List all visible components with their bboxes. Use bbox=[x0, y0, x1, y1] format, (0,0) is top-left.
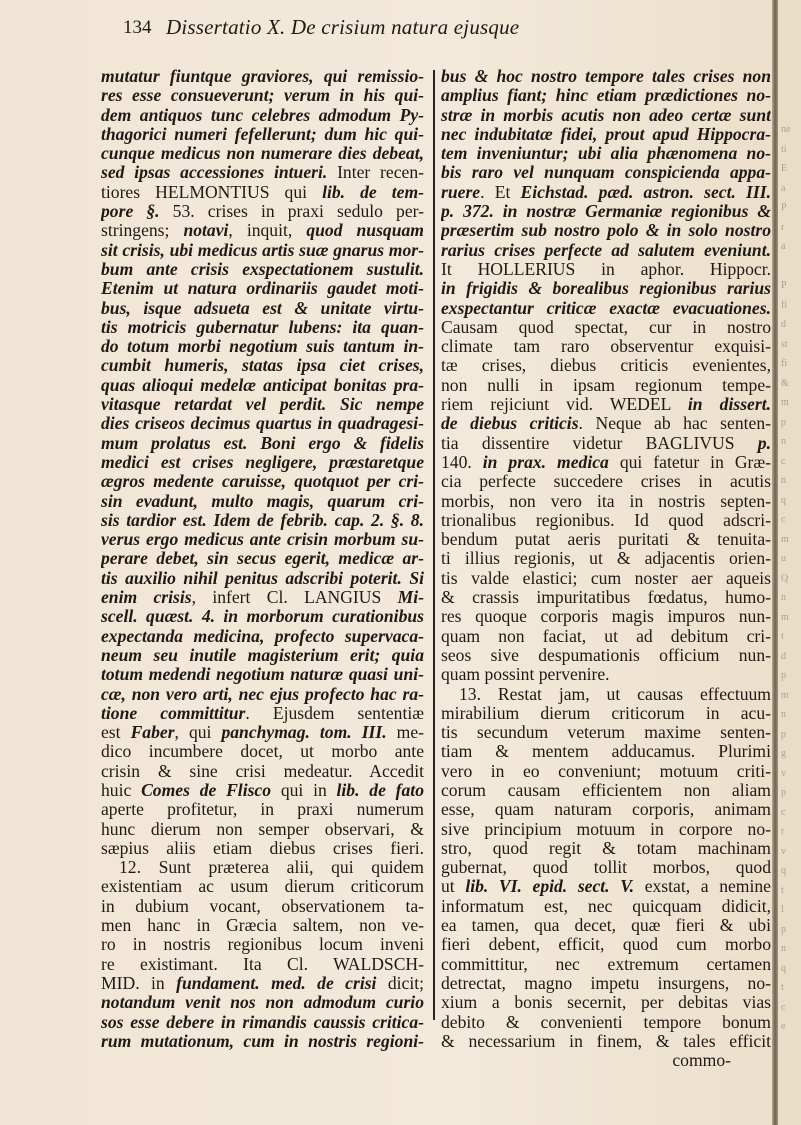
text-line bbox=[101, 163, 424, 182]
text-run: . Ejusdem sententiæ bbox=[245, 703, 424, 723]
bleed-line: c bbox=[781, 1001, 786, 1013]
text-line bbox=[101, 781, 424, 800]
bleed-line: & bbox=[781, 377, 789, 389]
text-line: cumbit humeris, statas ipsa ciet crises, bbox=[101, 356, 424, 376]
text-line: gubernat, quod tollit morbos, quod bbox=[441, 858, 771, 878]
text-run: Eichstad. pæd. astron. sect. III. bbox=[520, 182, 771, 202]
bleed-line: m bbox=[781, 397, 789, 408]
text-line: cia perfecte succedere crises in acutis bbox=[441, 472, 771, 492]
text-line: dico incumbere docet, ut morbo ante bbox=[101, 742, 424, 762]
text-run: . Neque ab hac senten- bbox=[578, 414, 771, 434]
text-run: tiores HELMONTIUS qui bbox=[101, 182, 323, 202]
text-line: climate tam raro observentur exquisi- bbox=[441, 337, 771, 357]
text-line: informatum est, nec quicquam didicit, bbox=[441, 896, 771, 916]
text-line: mutatur fiuntque graviores, qui remissio- bbox=[101, 67, 424, 86]
bleed-line: m bbox=[781, 611, 789, 623]
bleed-line: l bbox=[781, 904, 784, 915]
text-line: sæpius aliis etiam diebus crises fieri. bbox=[101, 838, 424, 858]
text-line: mirabilium dierum criticorum in acu- bbox=[441, 703, 771, 723]
text-line bbox=[101, 183, 424, 202]
text-line bbox=[101, 221, 424, 240]
bleed-line: c bbox=[781, 514, 786, 525]
text-run: riem rejiciunt vid. WEDEL bbox=[441, 395, 688, 415]
bleed-line: t bbox=[781, 631, 784, 642]
text-run: , qui bbox=[174, 723, 222, 743]
text-line: & crassis impuritatibus fœdatus, humo- bbox=[441, 588, 771, 608]
text-line: detrectat, magno impetu insurgens, no- bbox=[441, 973, 771, 993]
bleed-line: q bbox=[781, 865, 786, 876]
bleed-line: m bbox=[781, 533, 789, 545]
text-line: ea tamen, qua decet, quæ fieri & ubi bbox=[441, 916, 771, 936]
text-line: cunque medicus non numerare dies debeat, bbox=[101, 144, 424, 164]
bleed-line: p bbox=[781, 416, 786, 428]
text-run: MID. in bbox=[101, 973, 177, 993]
text-line: rarius crises perfecte ad salutem eveniunt. bbox=[441, 240, 771, 260]
text-line: exspectantur criticæ exactæ evacuationes. bbox=[441, 298, 771, 318]
text-line: quam non faciat, ut ad debitum cri- bbox=[441, 626, 771, 646]
text-line: fieri debent, efficit, quod cum morbo bbox=[441, 935, 771, 955]
text-run: Inter recen- bbox=[327, 163, 424, 183]
text-run: tione committitur bbox=[101, 703, 246, 723]
text-run: quod nusquam bbox=[306, 221, 424, 241]
text-line: & necessarium in finem, & tales efficit bbox=[441, 1031, 771, 1051]
text-line: verus ergo medicus ante crisin morbum su- bbox=[101, 530, 424, 550]
bleed-line: P bbox=[781, 280, 787, 291]
text-line: in dubium vocant, observationem ta- bbox=[101, 896, 424, 916]
text-run: . Et bbox=[480, 182, 521, 202]
bleed-line: v bbox=[781, 767, 786, 779]
bleed-line: p bbox=[781, 728, 786, 740]
text-line bbox=[441, 877, 771, 896]
text-line: sos esse debere in rimandis caussis critica- bbox=[101, 1012, 424, 1032]
text-line: neum seu inutile magisterium erit; quia bbox=[101, 645, 424, 665]
text-line: dem antiquos tunc celebres admodum Py- bbox=[101, 105, 424, 125]
bleed-line: n bbox=[781, 436, 786, 447]
bleed-line: r bbox=[781, 221, 785, 233]
text-run: notavi bbox=[183, 221, 229, 241]
text-run: qui in bbox=[271, 780, 337, 800]
text-line: xium a bonis secernit, per debitas vias bbox=[441, 993, 771, 1013]
facing-page-bleed-text bbox=[781, 120, 801, 1037]
text-line bbox=[441, 183, 771, 202]
text-line: thagorici numeri fefellerunt; dum hic qui- bbox=[101, 124, 424, 144]
bleed-line: ti bbox=[781, 143, 787, 155]
bleed-line: c bbox=[781, 806, 786, 818]
text-line: vero in eo conveniunt; motuum criti- bbox=[441, 761, 771, 781]
text-line: debito & convenienti tempore bonum bbox=[441, 1012, 771, 1032]
catchword: commo- bbox=[672, 1050, 731, 1071]
text-line: tis valde elastici; cum noster aer aqueis bbox=[441, 568, 771, 588]
text-line: medici est crises negligere, præstaretque bbox=[101, 452, 424, 472]
text-run: in dissert. bbox=[687, 395, 771, 415]
text-line: p. 372. in nostræ Germaniæ regionibus & bbox=[441, 202, 771, 222]
text-line: ægros medente caruisse, quotquot per cri- bbox=[101, 472, 424, 492]
text-line: tis auxilio nihil penitus adscribi poterit. Si bbox=[101, 568, 424, 588]
text-line bbox=[441, 395, 771, 414]
text-run: panchymag. tom. III. bbox=[221, 723, 387, 743]
bleed-line: p bbox=[781, 787, 786, 798]
text-line: tiam & mentem adducamus. Plurimi bbox=[441, 742, 771, 762]
text-line: bus & hoc nostro tempore tales crises non bbox=[441, 67, 771, 86]
bleed-line: Q bbox=[781, 572, 789, 584]
text-run: fundament. med. de crisi bbox=[176, 973, 377, 993]
text-line: sin evadunt, multo magis, quarum cri- bbox=[101, 491, 424, 511]
text-run: 53. crises in praxi sedulo per- bbox=[159, 202, 424, 222]
bleed-line: e bbox=[781, 1021, 786, 1032]
bleed-line: g bbox=[781, 748, 786, 759]
bleed-line: v bbox=[781, 845, 786, 857]
text-line: tis secundum veterum maxime senten- bbox=[441, 723, 771, 743]
text-run: ruere bbox=[441, 182, 481, 202]
text-line: aperte profitetur, in praxi numerum bbox=[101, 800, 424, 820]
text-run: ut bbox=[441, 877, 466, 897]
text-line: rum mutationum, cum in nostris regioni- bbox=[101, 1031, 424, 1051]
text-run: lib. de tem- bbox=[322, 182, 424, 202]
text-run: enim crisis bbox=[101, 588, 192, 608]
text-line: dies criseos decimus quartus in quadragesi- bbox=[101, 414, 424, 434]
running-title: Dissertatio X. De crisium natura ejusque bbox=[166, 15, 520, 39]
bleed-line: n bbox=[781, 475, 786, 486]
text-line: præsertim sub nostro polo & in solo nostro bbox=[441, 221, 771, 241]
text-line: trionalibus regionibus. Id quod adscri- bbox=[441, 510, 771, 530]
text-line: seos sive despumationis officium nun- bbox=[441, 645, 771, 665]
bleed-line: fi bbox=[781, 358, 788, 369]
text-run: dicit; bbox=[376, 973, 424, 993]
text-run: huic bbox=[101, 780, 142, 800]
text-line: notandum venit nos non admodum curio bbox=[101, 993, 424, 1013]
text-run: de diebus criticis bbox=[441, 414, 579, 434]
text-line: crisin & sine crisi medeatur. Accedit bbox=[101, 761, 424, 781]
bleed-line: fi bbox=[781, 299, 788, 311]
text-line: sis tardior est. Idem de febrib. cap. 2. §. 8. bbox=[101, 510, 424, 530]
text-line: re existimant. Ita Cl. WALDSCH- bbox=[101, 954, 424, 974]
text-line: totum medendi negotium naturæ quasi uni- bbox=[101, 665, 424, 685]
text-line: cæ, non vero arti, nec ejus profecto hac ra- bbox=[101, 684, 424, 704]
text-line: stræ in morbis acutis non adeo certæ sunt bbox=[441, 105, 771, 125]
text-line: bendum putat aeris puritati & tenuita- bbox=[441, 530, 771, 550]
text-line: sive principium motuum in corpore no- bbox=[441, 819, 771, 839]
bleed-line: st bbox=[781, 338, 788, 350]
text-line: res esse consueverunt; verum in his qui- bbox=[101, 86, 424, 106]
text-run: me- bbox=[386, 723, 424, 743]
text-line bbox=[101, 202, 424, 221]
text-line: scell. quæst. 4. in morborum curationibus bbox=[101, 607, 424, 627]
text-run: est bbox=[101, 723, 131, 743]
text-run: Mi- bbox=[397, 588, 424, 608]
text-line: Causam quod spectat, cur in nostro bbox=[441, 317, 771, 337]
page-number: 134 bbox=[123, 17, 152, 38]
column-divider-rule bbox=[433, 70, 435, 1020]
text-line: 12. Sunt præterea alii, qui quidem bbox=[119, 858, 424, 878]
text-line: amplius fiant; hinc etiam prædictiones no- bbox=[441, 86, 771, 106]
text-line: tæ crises, diebus criticis evenientes, bbox=[441, 356, 771, 376]
text-line bbox=[101, 723, 424, 742]
text-line: tis motricis gubernatur lubens: ita quan- bbox=[101, 317, 424, 337]
text-line: perare debet, sin secus egerit, medicæ ar- bbox=[101, 549, 424, 569]
text-line: do totum morbi negotium suis tantum in- bbox=[101, 337, 424, 357]
bleed-line: d bbox=[781, 319, 786, 330]
text-line: corum causam efficientem non aliam bbox=[441, 780, 771, 800]
bleed-line: n bbox=[781, 943, 786, 954]
facing-page-edge bbox=[778, 0, 801, 1125]
text-line bbox=[101, 974, 424, 993]
bleed-line: P bbox=[781, 202, 787, 213]
text-run: 140. bbox=[441, 452, 483, 472]
text-line: committitur, nec extremum certamen bbox=[441, 954, 771, 974]
left-text-column bbox=[101, 67, 424, 1051]
bleed-line: a bbox=[781, 182, 786, 194]
bleed-line: t bbox=[781, 982, 784, 993]
bleed-line: r bbox=[781, 826, 785, 837]
text-line: quam possint pervenire. bbox=[441, 665, 610, 685]
bleed-line: n bbox=[781, 709, 786, 720]
text-run: Comes de Flisco bbox=[141, 780, 272, 800]
text-run: in prax. medica bbox=[482, 452, 609, 472]
bleed-line: t bbox=[781, 884, 784, 896]
bleed-line: a bbox=[781, 241, 786, 252]
bleed-line: d bbox=[781, 650, 786, 662]
text-line: existentiam ac usum dierum criticorum bbox=[101, 877, 424, 897]
text-run: sed ipsas accessiones intueri. bbox=[101, 163, 328, 183]
text-run: lib. VI. epid. sect. V. bbox=[465, 877, 635, 897]
text-line: in frigidis & borealibus regionibus rarius bbox=[441, 279, 771, 299]
text-run: qui fatetur in Græ- bbox=[608, 452, 771, 472]
text-line: morbis, non vero ita in nostris septen- bbox=[441, 491, 771, 511]
text-run: stringens; bbox=[101, 221, 184, 241]
text-line bbox=[101, 588, 424, 607]
text-run: , inquit, bbox=[228, 221, 307, 241]
text-line bbox=[101, 704, 424, 723]
bleed-line: p bbox=[781, 670, 786, 681]
text-run: p. bbox=[757, 433, 771, 453]
bleed-line: E bbox=[781, 163, 788, 174]
text-line: ro in nostris regionibus locum inveni bbox=[101, 935, 424, 955]
bleed-line: ne bbox=[781, 124, 791, 135]
text-line: vitasque retardat vel perdit. Sic nempe bbox=[101, 395, 424, 415]
text-line: esse, quam naturam corporis, animam bbox=[441, 800, 771, 820]
text-line: 13. Restat jam, ut causas effectuum bbox=[459, 684, 771, 704]
text-line: Etenim ut natura ordinariis gaudet moti- bbox=[101, 279, 424, 299]
bleed-line: n bbox=[781, 592, 786, 603]
text-line bbox=[441, 434, 771, 453]
bleed-line: p bbox=[781, 923, 786, 935]
text-line: quas alioqui medelæ anticipat bonitas pra- bbox=[101, 375, 424, 395]
text-line: bus, isque adsueta est & unitate virtu- bbox=[101, 298, 424, 318]
text-line bbox=[441, 414, 771, 433]
text-line: expectanda medicina, profecto supervaca- bbox=[101, 626, 424, 646]
text-line bbox=[441, 453, 771, 472]
text-line: mum prolatus est. Boni ergo & fidelis bbox=[101, 433, 424, 453]
text-run: Faber bbox=[130, 723, 175, 743]
bleed-line bbox=[781, 257, 801, 277]
text-run: tia dissentire videtur BAGLIVUS bbox=[441, 433, 758, 453]
text-line: ti illius regionis, ut & adjacentis orien- bbox=[441, 549, 771, 569]
text-run: lib. de fato bbox=[336, 780, 424, 800]
text-line: non nulli in ipsam regionum tempe- bbox=[441, 375, 771, 395]
text-line: sit crisis, ubi medicus artis suæ gnarus mor- bbox=[101, 240, 424, 260]
text-run: , infert Cl. LANGIUS bbox=[191, 588, 398, 608]
bleed-line: m bbox=[781, 689, 789, 701]
text-line: nec indubitatæ fidei, prout apud Hippocra- bbox=[441, 124, 771, 144]
text-line: men hanc in Græcia saltem, non ve- bbox=[101, 916, 424, 936]
bleed-line: q bbox=[781, 962, 786, 974]
bleed-line: u bbox=[781, 553, 786, 564]
text-line: bis raro vel nunquam conspicienda appa- bbox=[441, 163, 771, 183]
page-header bbox=[0, 8, 772, 38]
text-line: bum ante crisis exspectationem sustulit. bbox=[101, 259, 424, 279]
bleed-line: c bbox=[781, 455, 786, 467]
text-line: tem inveniuntur; ubi alia phænomena no- bbox=[441, 144, 771, 164]
text-line: hunc dierum non semper observari, & bbox=[101, 819, 424, 839]
right-text-column bbox=[441, 67, 771, 1070]
text-line: stro, quod regit & totam machinam bbox=[441, 838, 771, 858]
text-run: exstat, a nemine bbox=[634, 877, 771, 897]
text-line: res quoque corporis magis impuros nun- bbox=[441, 607, 771, 627]
bleed-line: q bbox=[781, 494, 786, 506]
text-run: pore §. bbox=[101, 202, 160, 222]
text-line: It HOLLERIUS in aphor. Hippocr. bbox=[441, 259, 771, 279]
